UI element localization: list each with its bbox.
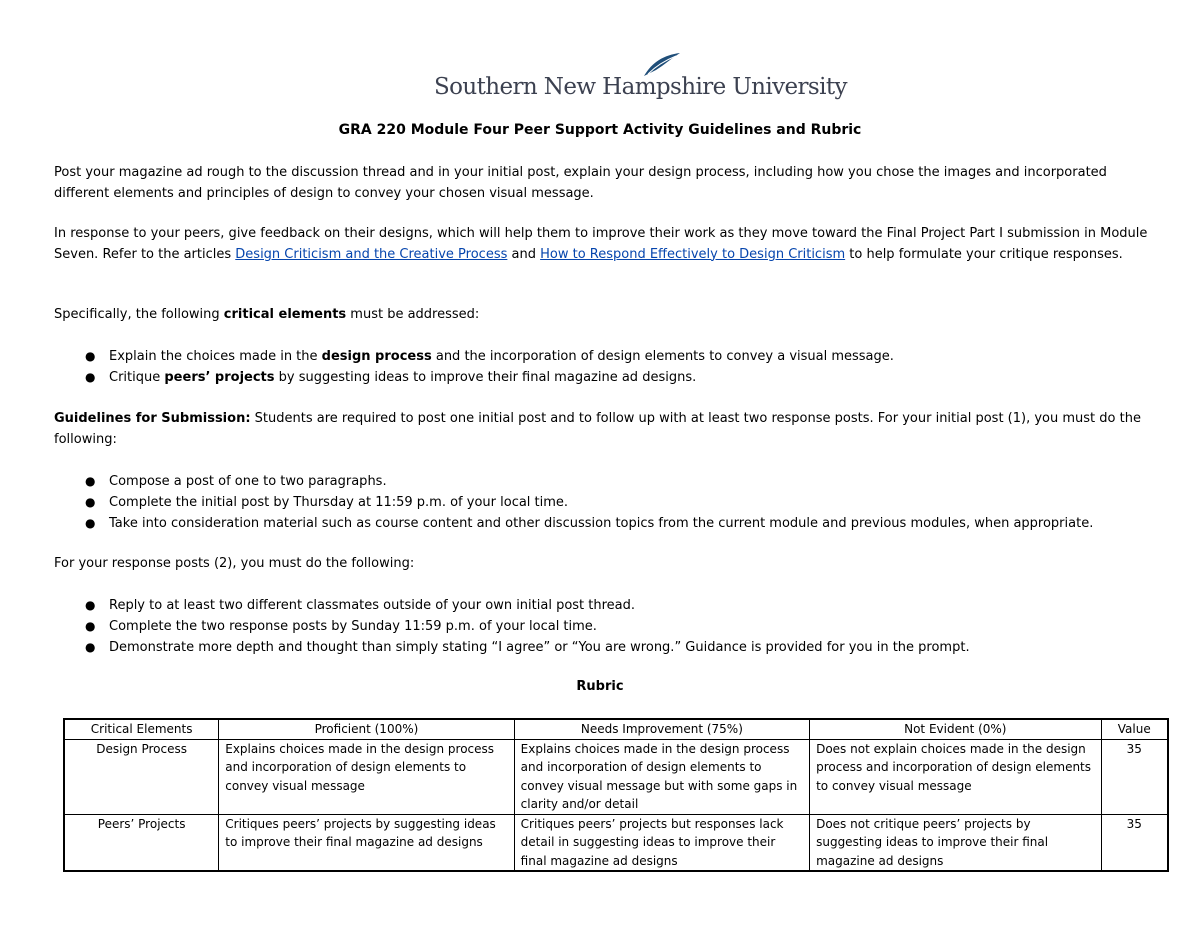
table-row bbox=[64, 814, 1168, 871]
item-text: Complete the initial post by Thursday at 11:59 p.m. of your local time. bbox=[109, 495, 569, 510]
row-needs-improvement: Critiques peers’ projects but responses lack detail in suggesting ideas to improve their final magazine ad designs bbox=[514, 814, 809, 871]
critical-elements-list bbox=[54, 346, 1149, 388]
header-critical-elements: Critical Elements bbox=[64, 719, 219, 739]
bullet-icon: ● bbox=[85, 598, 96, 612]
bullet-icon: ● bbox=[85, 516, 96, 530]
header-needs-improvement: Needs Improvement (75%) bbox=[514, 719, 809, 739]
header-not-evident: Not Evident (0%) bbox=[810, 719, 1101, 739]
item-text: Reply to at least two different classmates outside of your own initial post thread. bbox=[109, 598, 636, 613]
response-text-between: and bbox=[507, 246, 541, 262]
row-value: 35 bbox=[1101, 814, 1168, 871]
response-posts-intro: For your response posts (2), you must do the following: bbox=[54, 556, 415, 571]
critical-intro-before: Specifically, the following bbox=[54, 307, 224, 322]
bullet-icon: ● bbox=[85, 349, 96, 363]
design-criticism-link[interactable]: Design Criticism and the Creative Process bbox=[235, 246, 508, 262]
row-element: Peers’ Projects bbox=[64, 814, 219, 871]
list-item bbox=[54, 616, 1149, 637]
bullet-icon: ● bbox=[85, 474, 96, 488]
list-item bbox=[54, 492, 1149, 513]
table-row bbox=[64, 739, 1168, 814]
list-item bbox=[54, 595, 1149, 616]
critical-intro-after: must be addressed: bbox=[346, 307, 480, 322]
logo-text: Southern New Hampshire University bbox=[434, 74, 847, 100]
guidelines-paragraph bbox=[54, 409, 1149, 450]
rubric-table bbox=[63, 718, 1169, 872]
rubric-title: Rubric bbox=[576, 679, 624, 694]
item-bold: design process bbox=[321, 349, 432, 364]
bullet-icon: ● bbox=[85, 495, 96, 509]
row-needs-improvement: Explains choices made in the design process and incorporation of design elements to convey visual message but with some gaps in clarity and/or detail bbox=[514, 739, 809, 814]
item-text: Complete the two response posts by Sunday 11:59 p.m. of your local time. bbox=[109, 619, 597, 634]
list-item bbox=[54, 346, 1149, 367]
row-proficient: Critiques peers’ projects by suggesting ideas to improve their final magazine ad designs bbox=[219, 814, 514, 871]
item-text: by suggesting ideas to improve their final magazine ad designs. bbox=[274, 370, 697, 385]
bullet-icon: ● bbox=[85, 619, 96, 633]
list-item bbox=[54, 367, 1149, 388]
initial-post-list bbox=[54, 471, 1149, 534]
row-proficient: Explains choices made in the design process and incorporation of design elements to convey visual message bbox=[219, 739, 514, 814]
item-text: Demonstrate more depth and thought than simply stating “I agree” or “You are wrong.” Guidance is provided for you in the prompt. bbox=[109, 640, 970, 655]
row-value: 35 bbox=[1101, 739, 1168, 814]
response-paragraph bbox=[54, 224, 1149, 265]
guidelines-label: Guidelines for Submission: bbox=[54, 411, 251, 426]
response-text-before: In response to your peers, give feedback on their designs, which will help them to improve their work as they move toward the Final Project Part I submission in Module Seven. Refer to the articles bbox=[54, 226, 1148, 262]
header-proficient: Proficient (100%) bbox=[219, 719, 514, 739]
page-title: GRA 220 Module Four Peer Support Activity Guidelines and Rubric bbox=[338, 122, 862, 138]
item-text: Take into consideration material such as course content and other discussion topics from the current module and previous modules, when appropriate. bbox=[109, 516, 1094, 531]
item-bold: peers’ projects bbox=[164, 370, 275, 385]
guidelines-text: Students are required to post one initial post and to follow up with at least two response posts. For your initial post (1), you must do the following: bbox=[54, 411, 1141, 447]
row-element: Design Process bbox=[64, 739, 219, 814]
bullet-icon: ● bbox=[85, 370, 96, 384]
respond-criticism-link[interactable]: How to Respond Effectively to Design Criticism bbox=[540, 246, 846, 262]
university-logo bbox=[434, 52, 847, 106]
item-text: Critique bbox=[109, 370, 165, 385]
critical-intro-bold: critical elements bbox=[223, 307, 347, 322]
list-item bbox=[54, 513, 1149, 534]
intro-paragraph: Post your magazine ad rough to the discussion thread and in your initial post, explain your design process, including how you chose the images and incorporated different elements and principles of design to convey your chosen visual message. bbox=[54, 165, 1107, 201]
table-header-row bbox=[64, 719, 1168, 739]
bullet-icon: ● bbox=[85, 640, 96, 654]
list-item bbox=[54, 637, 1149, 658]
response-text-after: to help formulate your critique responses. bbox=[845, 246, 1123, 262]
item-text: Compose a post of one to two paragraphs. bbox=[109, 474, 387, 489]
response-post-list bbox=[54, 595, 1149, 658]
item-text: Explain the choices made in the bbox=[109, 349, 322, 364]
critical-elements-intro bbox=[54, 305, 1149, 326]
item-text: and the incorporation of design elements to convey a visual message. bbox=[431, 349, 894, 364]
row-not-evident: Does not critique peers’ projects by suggesting ideas to improve their final magazine ad designs bbox=[810, 814, 1101, 871]
row-not-evident: Does not explain choices made in the design process and incorporation of design elements to convey visual message bbox=[810, 739, 1101, 814]
leaf-icon bbox=[642, 52, 682, 78]
header-value: Value bbox=[1101, 719, 1168, 739]
list-item bbox=[54, 471, 1149, 492]
